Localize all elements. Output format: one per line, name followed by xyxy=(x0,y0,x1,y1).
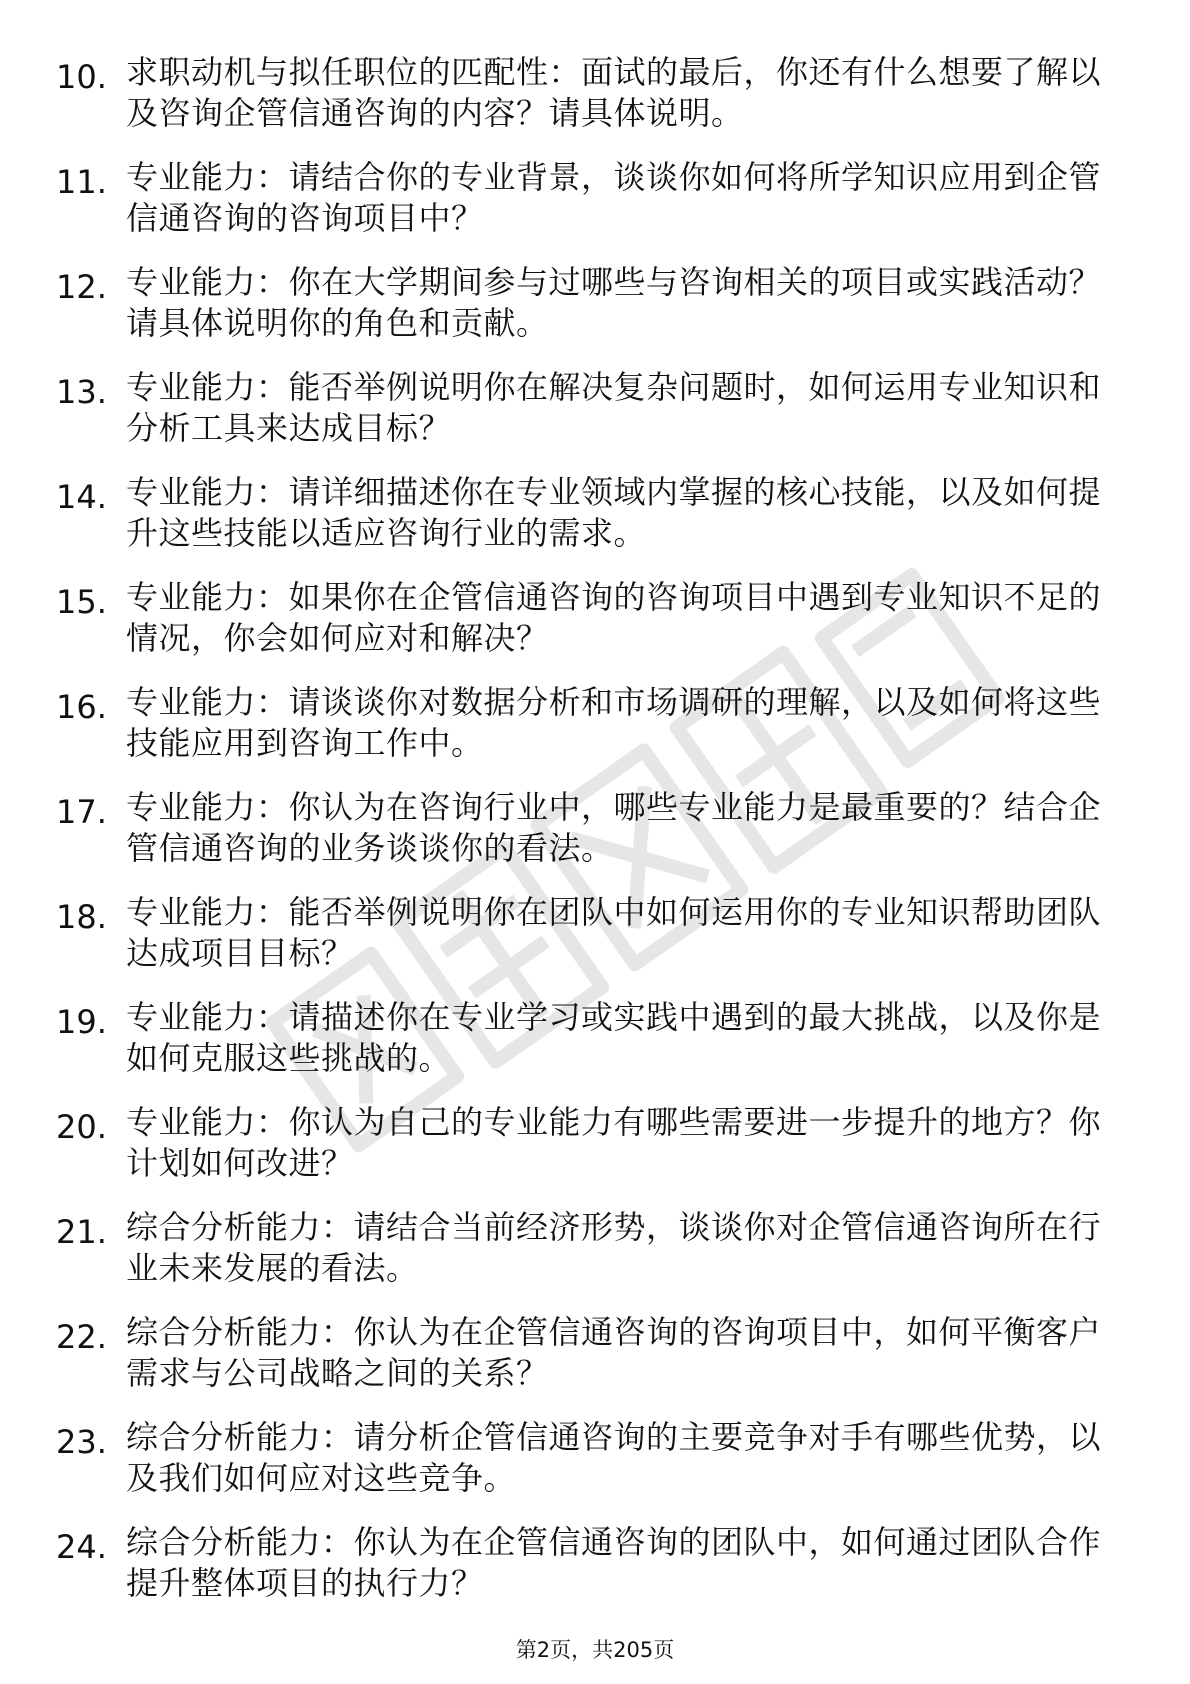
question-number: 24. xyxy=(56,1528,107,1566)
question-number: 20. xyxy=(56,1108,107,1146)
list-item xyxy=(56,989,1116,1094)
question-text: 专业能力：请谈谈你对数据分析和市场调研的理解，以及如何将这些技能应用到咨询工作中。 xyxy=(126,683,1102,762)
question-text: 综合分析能力：你认为在企管信通咨询的咨询项目中，如何平衡客户需求与公司战略之间的关系？ xyxy=(126,1313,1102,1392)
question-number: 12. xyxy=(56,268,107,306)
list-item xyxy=(56,1514,1116,1619)
question-text: 求职动机与拟任职位的匹配性：面试的最后，你还有什么想要了解以及咨询企管信通咨询的内容？请具体说明。 xyxy=(126,53,1102,132)
question-text: 综合分析能力：请结合当前经济形势，谈谈你对企管信通咨询所在行业未来发展的看法。 xyxy=(126,1208,1102,1287)
list-item xyxy=(56,569,1116,674)
question-text: 专业能力：请结合你的专业背景，谈谈你如何将所学知识应用到企管信通咨询的咨询项目中？ xyxy=(126,158,1102,237)
question-text: 专业能力：能否举例说明你在团队中如何运用你的专业知识帮助团队达成项目目标？ xyxy=(126,893,1102,972)
list-item xyxy=(56,1304,1116,1409)
question-text: 专业能力：你在大学期间参与过哪些与咨询相关的项目或实践活动？请具体说明你的角色和贡献。 xyxy=(126,263,1102,342)
list-item xyxy=(56,359,1116,464)
question-number: 16. xyxy=(56,688,107,726)
question-text: 专业能力：请详细描述你在专业领域内掌握的核心技能，以及如何提升这些技能以适应咨询行业的需求。 xyxy=(126,473,1102,552)
question-number: 10. xyxy=(56,58,107,96)
question-list xyxy=(56,44,1116,1619)
question-number: 23. xyxy=(56,1423,107,1461)
question-number: 21. xyxy=(56,1213,107,1251)
question-text: 专业能力：请描述你在专业学习或实践中遇到的最大挑战，以及你是如何克服这些挑战的。 xyxy=(126,998,1102,1077)
question-text: 专业能力：能否举例说明你在解决复杂问题时，如何运用专业知识和分析工具来达成目标？ xyxy=(126,368,1102,447)
question-number: 11. xyxy=(56,163,107,201)
question-text: 专业能力：如果你在企管信通咨询的咨询项目中遇到专业知识不足的情况，你会如何应对和解决？ xyxy=(126,578,1102,657)
list-item xyxy=(56,1094,1116,1199)
list-item xyxy=(56,149,1116,254)
list-item xyxy=(56,44,1116,149)
question-text: 综合分析能力：请分析企管信通咨询的主要竞争对手有哪些优势，以及我们如何应对这些竞争。 xyxy=(126,1418,1102,1497)
question-number: 14. xyxy=(56,478,107,516)
question-text: 专业能力：你认为自己的专业能力有哪些需要进一步提升的地方？你计划如何改进？ xyxy=(126,1103,1102,1182)
question-number: 18. xyxy=(56,898,107,936)
question-number: 22. xyxy=(56,1318,107,1356)
list-item xyxy=(56,779,1116,884)
question-number: 15. xyxy=(56,583,107,621)
question-number: 13. xyxy=(56,373,107,411)
list-item xyxy=(56,464,1116,569)
list-item xyxy=(56,884,1116,989)
list-item xyxy=(56,254,1116,359)
list-item xyxy=(56,1409,1116,1514)
question-number: 17. xyxy=(56,793,107,831)
question-number: 19. xyxy=(56,1003,107,1041)
list-item xyxy=(56,1199,1116,1304)
list-item xyxy=(56,674,1116,779)
question-text: 综合分析能力：你认为在企管信通咨询的团队中，如何通过团队合作提升整体项目的执行力？ xyxy=(126,1523,1102,1602)
question-text: 专业能力：你认为在咨询行业中，哪些专业能力是最重要的？结合企管信通咨询的业务谈谈你的看法。 xyxy=(126,788,1102,867)
page-footer: 第2页，共205页 xyxy=(515,1638,675,1662)
